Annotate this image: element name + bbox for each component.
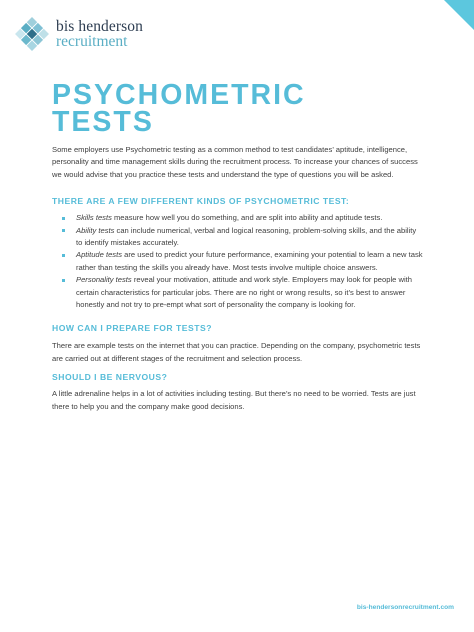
diamond-grid-logo-icon bbox=[14, 16, 50, 52]
nervous-heading: SHOULD I BE NERVOUS? bbox=[52, 372, 168, 383]
test-name: Skills tests bbox=[76, 213, 112, 223]
test-name: Ability tests bbox=[76, 225, 115, 235]
test-description: measure how well you do something, and are split into ability and aptitude tests. bbox=[111, 213, 383, 223]
list-item-personality-tests bbox=[58, 274, 424, 311]
kinds-list bbox=[52, 212, 424, 311]
corner-accent bbox=[444, 0, 474, 30]
page-title bbox=[52, 79, 306, 138]
footer-website-link[interactable]: bis-hendersonrecruitment.com bbox=[356, 604, 454, 611]
list-item-aptitude-tests bbox=[58, 249, 424, 274]
prepare-heading: HOW CAN I PREPARE FOR TESTS? bbox=[52, 323, 212, 334]
test-description: can include numerical, verbal and logical reasoning, problem-solving skills, and the ability to identify mistakes accurately. bbox=[76, 225, 417, 248]
document-body bbox=[52, 144, 424, 413]
intro-paragraph: Some employers use Psychometric testing as a common method to test candidates’ aptitude, intelligence, personality and time management skills during the recruitment process. To increase your chances of success we would advise that you practice these tests and understand the type of questions you will be asked. bbox=[52, 145, 418, 179]
list-item-ability-tests bbox=[58, 225, 424, 250]
brand-logo bbox=[14, 16, 143, 52]
title-line-1: PSYCHOMETRIC bbox=[52, 79, 306, 111]
list-item-skills-tests bbox=[58, 212, 424, 224]
test-name: Aptitude tests bbox=[76, 250, 123, 260]
brand-name: bis henderson bbox=[56, 17, 143, 35]
kinds-heading: THERE ARE A FEW DIFFERENT KINDS OF PSYCHOMETRIC TEST: bbox=[52, 196, 350, 207]
brand-subtitle: recruitment bbox=[56, 33, 128, 50]
nervous-paragraph: A little adrenaline helps in a lot of activities including testing. But there’s no need to be worried. Tests are just there to help you and the company make good decisions. bbox=[52, 389, 416, 411]
test-name: Personality tests bbox=[76, 275, 132, 285]
test-description: reveal your motivation, attitude and work style. Employers may look for people with certain characteristics for particular jobs. There are no right or wrong results, so it’s best to answer honestly and not try to pre-empt what sort of personality the company is looking for. bbox=[76, 275, 412, 310]
test-description: are used to predict your future performance, examining your potential to learn a new task rather than testing the skills you already have. Most tests involve multiple choice answers. bbox=[76, 250, 423, 272]
prepare-paragraph: There are example tests on the internet that you can practice. Depending on the company, psychometric tests are carried out at different stages of the recruitment and selection process. bbox=[52, 341, 421, 363]
title-line-2: TESTS bbox=[52, 106, 154, 138]
